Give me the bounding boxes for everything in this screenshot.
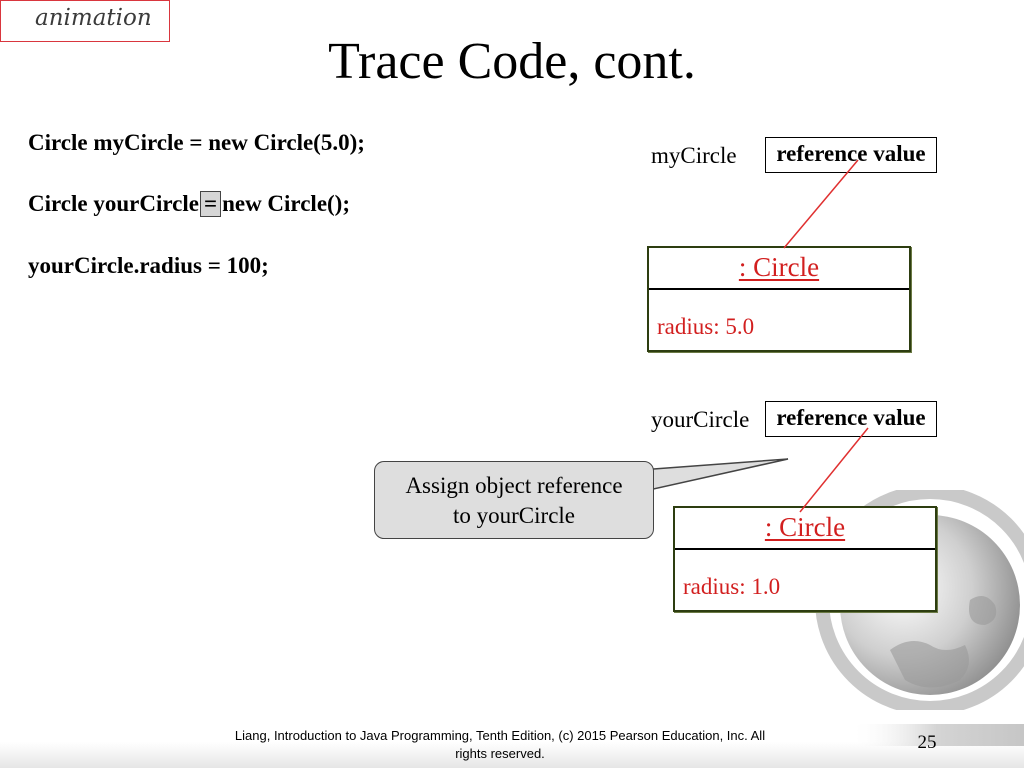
your-circle-reference-box: reference value [765,401,937,437]
circle-object-2-radius: radius: 1.0 [683,574,781,599]
circle-object-2-title: : Circle [764,512,846,542]
callout-box [374,461,654,539]
my-circle-label: myCircle [651,143,737,168]
callout-pointer [640,459,788,492]
footer-line-2: rights reserved. [455,746,545,761]
code-line-2-end: new Circle(); [222,191,350,216]
your-circle-reference-arrow [800,428,868,512]
footer-copyright [200,727,800,763]
circle-object-1-title: : Circle [738,252,820,282]
callout-line-1: Assign object reference [405,473,623,498]
code-line-2-start: Circle yourCircle [28,191,199,216]
assignment-operator-highlight: = [200,191,221,217]
slide-title: Trace Code, cont. [328,33,696,90]
my-circle-reference-arrow [784,160,858,248]
callout-pointer-join [636,471,652,491]
my-circle-reference-box: reference value [765,137,937,173]
page-number: 25 [917,732,937,753]
callout-line-2: to yourCircle [453,503,575,528]
code-line-3: yourCircle.radius = 100; [28,253,269,278]
footer-line-1: Liang, Introduction to Java Programming, Tenth Edition, (c) 2015 Pearson Education, Inc. All [234,728,766,743]
your-circle-label: yourCircle [651,407,750,432]
code-line-1: Circle myCircle = new Circle(5.0); [28,130,365,155]
animation-tag: animation [0,0,170,42]
circle-object-1-radius: radius: 5.0 [657,314,755,339]
